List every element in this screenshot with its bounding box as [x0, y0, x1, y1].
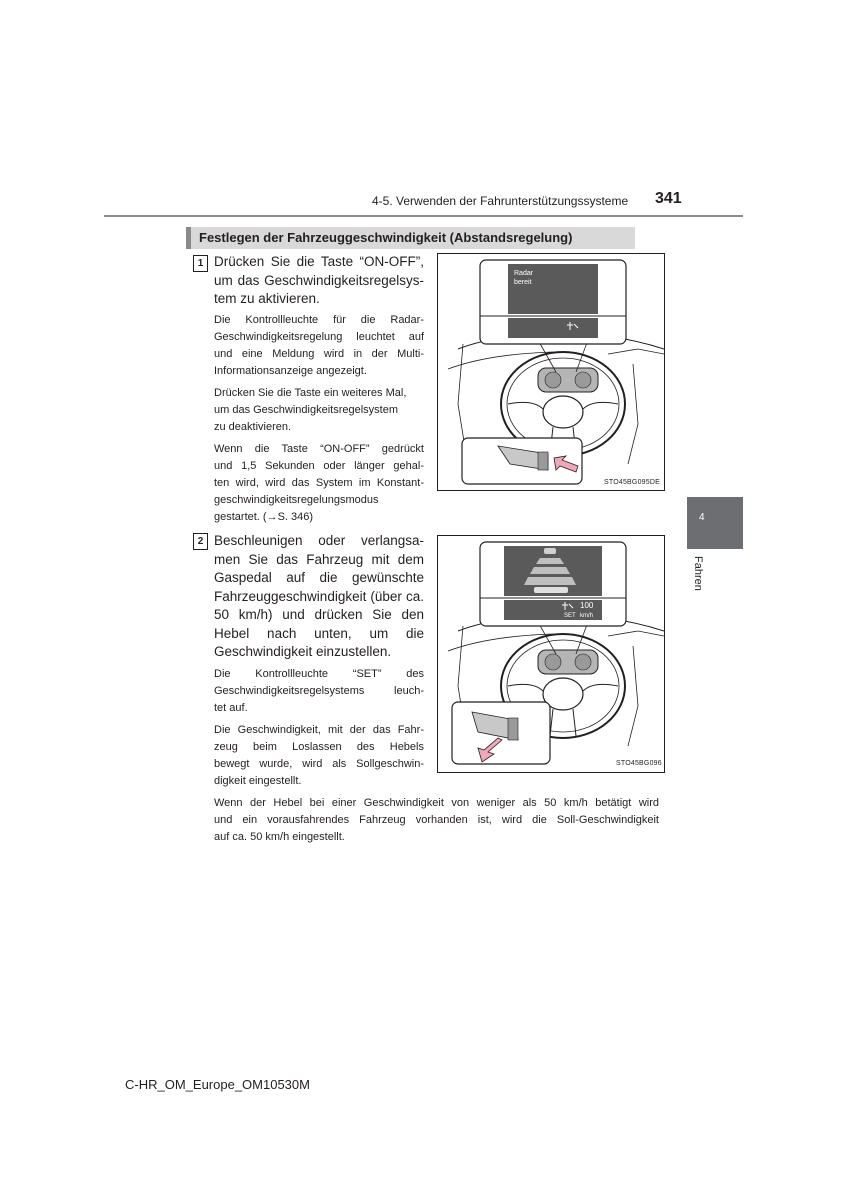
figure-set-speed [437, 535, 665, 773]
note-line: um das Geschwindigkeitsregelsystem [214, 404, 399, 416]
step-line: Beschleunigen oder verlangsa- [214, 533, 424, 548]
step-1-note-3 [214, 441, 424, 526]
step-2-note-1 [214, 666, 424, 717]
steering-wheel-illustration [438, 254, 664, 490]
step-line: um das Geschwindigkeitsregelsys- [214, 272, 424, 288]
step-number-2: 2 [193, 533, 208, 550]
paragraph-line: und ein vorausfahrendes Fahrzeug vorhanden ist, wird die Soll-Geschwindigkeit [214, 814, 659, 826]
step-1-text [214, 253, 424, 309]
note-line: Die Kontrollleuchte “SET” des [214, 668, 424, 680]
note-line: zu deaktivieren. [214, 421, 292, 433]
paragraph-line: Wenn der Hebel bei einer Geschwindigkeit von weniger als 50 km/h betätigt wird [214, 797, 659, 809]
figure-code: STO45BG095DE [604, 479, 660, 486]
step-2-text [214, 532, 424, 662]
header-divider [104, 215, 743, 217]
note-line: und eine Meldung wird in der Multi- [214, 348, 424, 360]
note-line: und 1,5 Sekunden oder länger gehal- [214, 460, 424, 472]
note-line: Wenn die Taste “ON-OFF” gedrückt [214, 443, 424, 455]
chapter-number: 4 [699, 512, 705, 523]
preceding-vehicle-icon [544, 548, 556, 554]
step-line: Hebel nach unten, um die [214, 625, 424, 641]
step-line: 50 km/h) und drücken Sie den [214, 607, 424, 622]
footnote-paragraph [214, 795, 659, 846]
section-title: Festlegen der Fahrzeuggeschwindigkeit (Abstandsregelung) [186, 227, 635, 249]
display-set-text: SET [564, 613, 576, 619]
running-header: 4-5. Verwenden der Fahrunterstützungssysteme [372, 194, 629, 208]
steering-wheel-lever-illustration [438, 536, 664, 772]
note-line: Die Kontrollleuchte für die Radar- [214, 314, 424, 326]
step-line: tem zu aktivieren. [214, 291, 320, 306]
step-line: Geschwindigkeit einzustellen. [214, 644, 392, 659]
display-speed-text: 100 [580, 601, 594, 610]
chapter-tab [687, 497, 743, 549]
paragraph-line: auf ca. 50 km/h eingestellt. [214, 831, 345, 843]
step-line: Drücken Sie die Taste “ON-OFF”, [214, 254, 424, 269]
own-vehicle-icon [534, 587, 568, 593]
note-line: Die Geschwindigkeit, mit der das Fahr- [214, 724, 424, 736]
note-line: tet auf. [214, 702, 248, 714]
note-line: digkeit eingestellt. [214, 775, 302, 787]
step-1-note-1 [214, 312, 424, 380]
step-2-note-2 [214, 722, 424, 790]
note-line: Informationsanzeige angezeigt. [214, 365, 367, 377]
display-ready-text: bereit [514, 279, 532, 286]
note-line: gestartet. (→S. 346) [214, 511, 314, 523]
note-line: geschwindigkeitsregelungsmodus [214, 494, 379, 506]
note-line: ten wird, wird das System im Konstant- [214, 477, 424, 489]
step-1-note-2 [214, 385, 424, 436]
note-line: Geschwindigkeitsregelsystems leuch- [214, 685, 424, 697]
display-unit-text: km/h [580, 613, 594, 619]
figure-code: STO45BG096 [616, 760, 662, 767]
document-footer: C-HR_OM_Europe_OM10530M [125, 1077, 310, 1092]
step-line: men Sie das Fahrzeug mit dem [214, 551, 424, 567]
figure-radar-ready [437, 253, 665, 491]
note-line: Drücken Sie die Taste ein weiteres Mal, [214, 387, 407, 399]
note-line: zeug beim Loslassen des Hebels [214, 741, 424, 753]
display-radar-text: Radar [514, 270, 534, 277]
chapter-label: Fahren [692, 556, 704, 591]
page-number: 341 [655, 190, 682, 207]
step-line: Fahrzeuggeschwindigkeit (über ca. [214, 588, 424, 604]
note-line: Geschwindigkeitsregelung leuchtet auf [214, 331, 424, 343]
step-line: Gaspedal auf die gewünschte [214, 570, 424, 585]
step-number-1: 1 [193, 255, 208, 272]
note-line: bewegt wurde, wird als Sollgeschwin- [214, 758, 424, 770]
